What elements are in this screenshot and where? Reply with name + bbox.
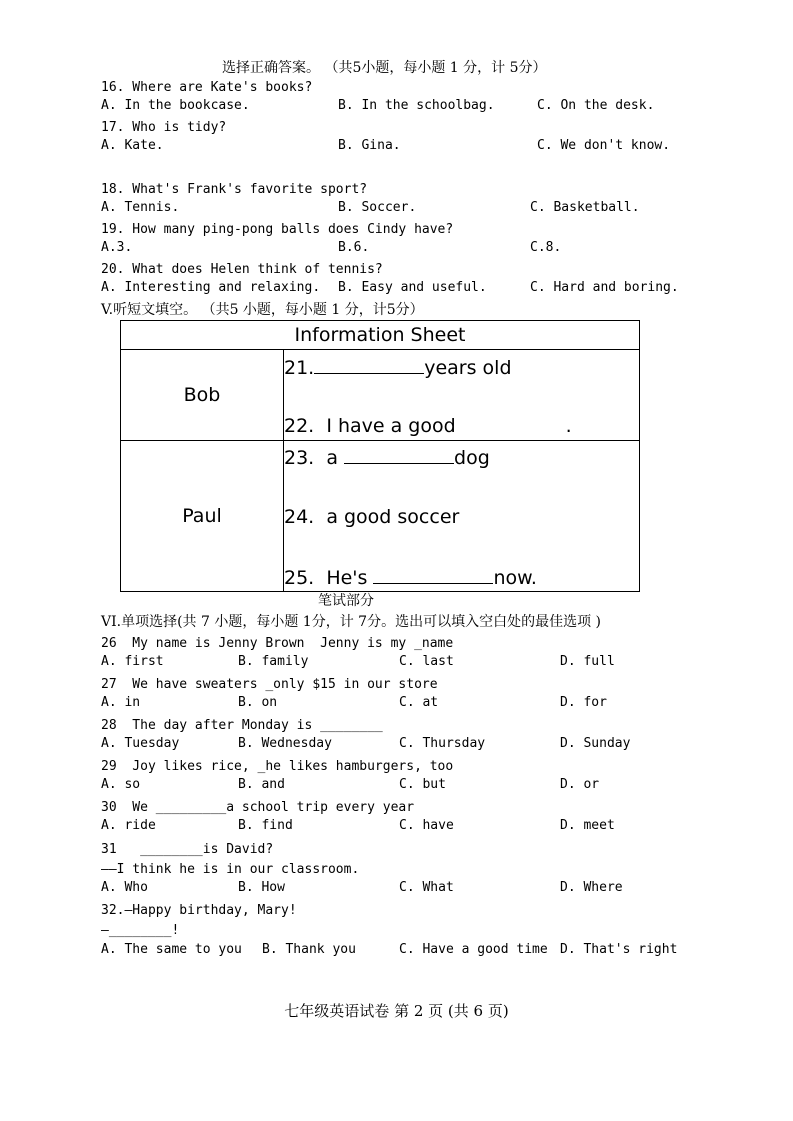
option: C. last bbox=[399, 654, 454, 669]
section-header-listening: 选择正确答案。 （共5小题，每小题 1 分，计 5分） bbox=[222, 60, 547, 76]
option: A. first bbox=[101, 654, 164, 669]
option: B. find bbox=[238, 818, 293, 833]
option: C. On the desk. bbox=[537, 98, 655, 113]
question-32-answer-line: —________! bbox=[101, 923, 180, 938]
answer-blank-25[interactable] bbox=[373, 565, 493, 584]
option: B. Wednesday bbox=[238, 736, 332, 751]
option: A. In the bookcase. bbox=[101, 98, 250, 113]
question-18: 18. What's Frank's favorite sport? bbox=[101, 182, 368, 197]
option: B. Thank you bbox=[262, 942, 356, 957]
bob-items-cell bbox=[284, 350, 640, 441]
question-32: 32.—Happy birthday, Mary! bbox=[101, 903, 297, 918]
option: B. Easy and useful. bbox=[338, 280, 487, 295]
option: D. Where bbox=[560, 880, 623, 895]
option: B. Gina. bbox=[338, 138, 401, 153]
answer-blank-21[interactable] bbox=[314, 355, 424, 374]
option: A. Tuesday bbox=[101, 736, 180, 751]
information-sheet-table bbox=[120, 320, 640, 592]
option: A. Interesting and relaxing. bbox=[101, 280, 321, 295]
question-29: 29 Joy likes rice, _he likes hamburgers, too bbox=[101, 759, 454, 774]
item-23: 23. a dog bbox=[284, 447, 490, 469]
option: D. That's right bbox=[560, 942, 678, 957]
option: B. Soccer. bbox=[338, 200, 417, 215]
paul-items-cell bbox=[284, 441, 640, 592]
item-25: 25. He's now. bbox=[284, 567, 537, 589]
option: D. for bbox=[560, 695, 607, 710]
option: B.6. bbox=[338, 240, 370, 255]
option: B. on bbox=[238, 695, 278, 710]
option: C. Hard and boring. bbox=[530, 280, 679, 295]
option: C.8. bbox=[530, 240, 562, 255]
option: C. have bbox=[399, 818, 454, 833]
option: C. What bbox=[399, 880, 454, 895]
option: C. but bbox=[399, 777, 446, 792]
written-part-title: 笔试部分 bbox=[318, 593, 374, 609]
option: B. In the schoolbag. bbox=[338, 98, 495, 113]
sheet-title: Information Sheet bbox=[121, 321, 640, 350]
question-19: 19. How many ping-pong balls does Cindy have? bbox=[101, 222, 454, 237]
item-24: 24. a good soccer bbox=[284, 506, 460, 528]
question-26: 26 My name is Jenny Brown Jenny is my _name bbox=[101, 636, 454, 651]
question-16: 16. Where are Kate's books? bbox=[101, 80, 313, 95]
question-31: 31 ________is David? bbox=[101, 842, 274, 857]
question-27: 27 We have sweaters _only $15 in our store bbox=[101, 677, 438, 692]
option: B. family bbox=[238, 654, 309, 669]
name-cell-paul: Paul bbox=[121, 441, 284, 592]
option: D. or bbox=[560, 777, 600, 792]
option: A. ride bbox=[101, 818, 156, 833]
option: A. Who bbox=[101, 880, 148, 895]
question-17: 17. Who is tidy? bbox=[101, 120, 227, 135]
section-header-vi: VI.单项选择(共 7 小题，每小题 1分，计 7分。选出可以填入空白处的最佳选项 ) bbox=[101, 614, 601, 630]
option: C. Basketball. bbox=[530, 200, 640, 215]
option: A. Tennis. bbox=[101, 200, 180, 215]
option: A.3. bbox=[101, 240, 133, 255]
option: C. Have a good time bbox=[399, 942, 548, 957]
option: A. so bbox=[101, 777, 141, 792]
option: A. Kate. bbox=[101, 138, 164, 153]
question-31-answer-line: ——I think he is in our classroom. bbox=[101, 862, 360, 877]
option: B. and bbox=[238, 777, 285, 792]
answer-blank-22[interactable] bbox=[456, 414, 566, 432]
item-21: 21. years old bbox=[284, 357, 512, 379]
question-30: 30 We _________a school trip every year bbox=[101, 800, 415, 815]
option: C. at bbox=[399, 695, 439, 710]
question-28: 28 The day after Monday is ________ bbox=[101, 718, 383, 733]
answer-blank-23[interactable] bbox=[344, 445, 454, 464]
option: D. Sunday bbox=[560, 736, 631, 751]
option: A. The same to you bbox=[101, 942, 242, 957]
option: D. full bbox=[560, 654, 615, 669]
option: C. Thursday bbox=[399, 736, 486, 751]
page-footer: 七年级英语试卷 第 2 页 (共 6 页) bbox=[284, 1002, 509, 1020]
item-22: 22. I have a good . bbox=[284, 415, 572, 437]
option: C. We don't know. bbox=[537, 138, 671, 153]
option: B. How bbox=[238, 880, 285, 895]
name-cell-bob: Bob bbox=[121, 350, 284, 441]
section-header-v: V.听短文填空。 （共5 小题，每小题 1 分，计5分） bbox=[101, 302, 424, 318]
question-20: 20. What does Helen think of tennis? bbox=[101, 262, 383, 277]
option: A. in bbox=[101, 695, 141, 710]
option: D. meet bbox=[560, 818, 615, 833]
